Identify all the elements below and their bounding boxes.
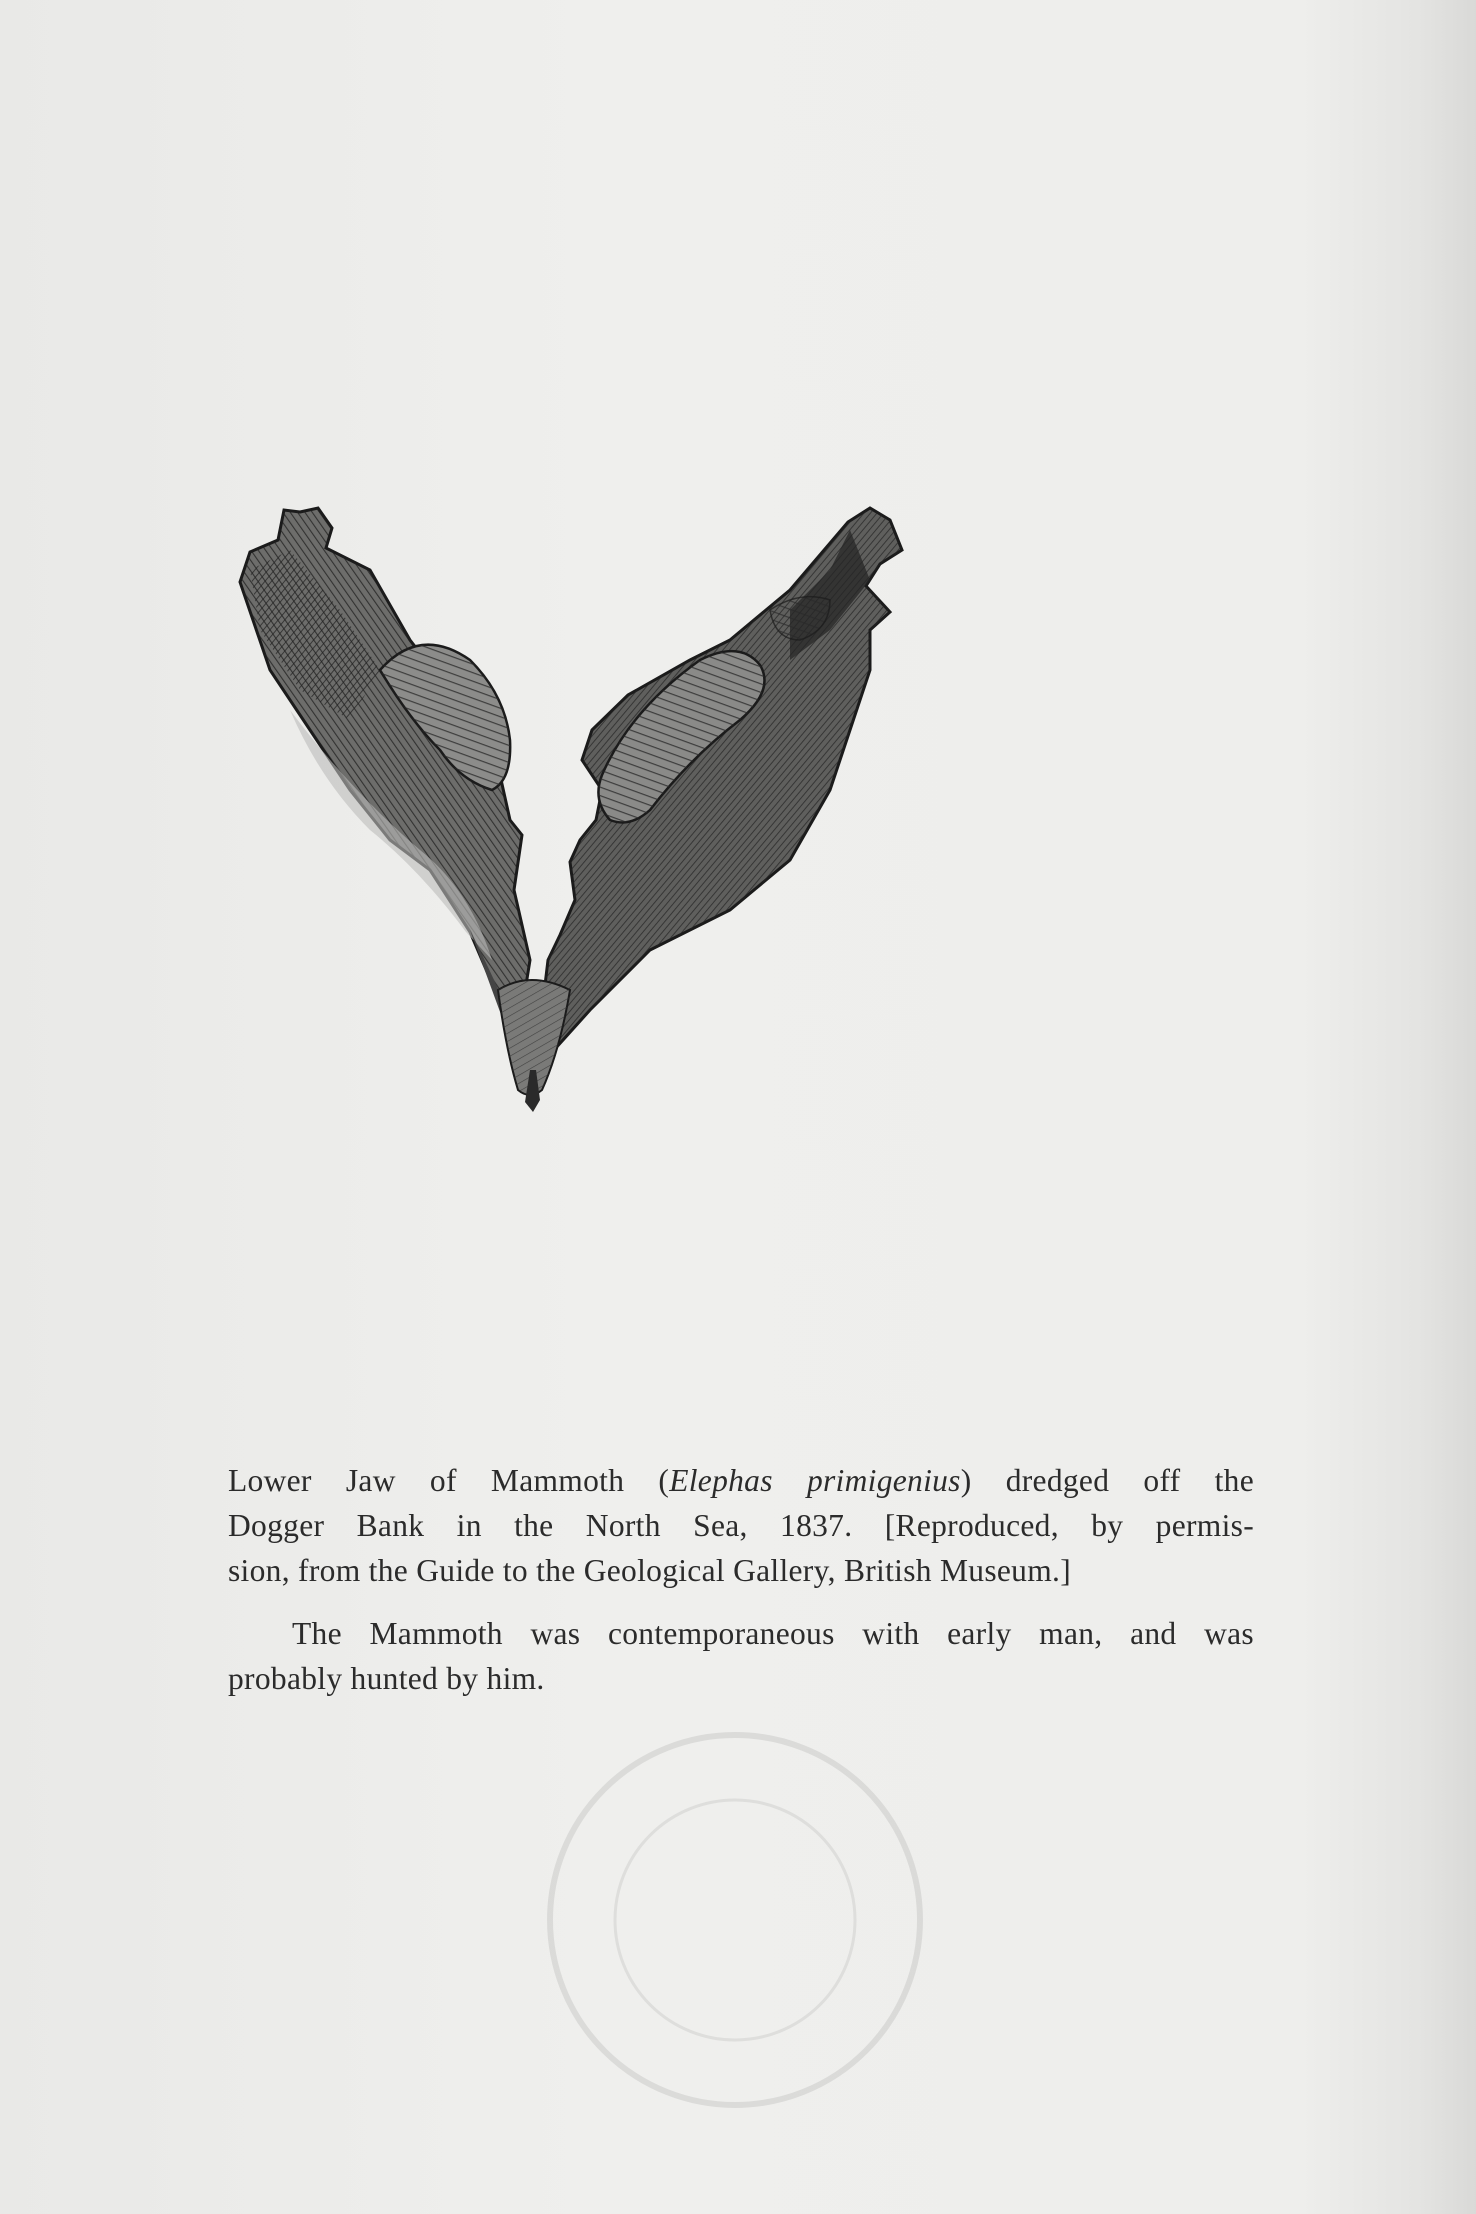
- caption-line-2: Dogger Bank in the North Sea, 1837. [Reproduced, by permis-: [228, 1508, 1254, 1543]
- species-name: Elephas primigenius: [669, 1463, 961, 1498]
- mammoth-jaw-illustration: [230, 490, 1250, 1420]
- library-stamp: [525, 1720, 945, 2120]
- caption-line-1: Lower Jaw of Mammoth (Elephas primigenius) dredged off the: [228, 1463, 1255, 1498]
- figure-caption: [228, 1458, 1254, 1593]
- note-line-1: The Mammoth was contemporaneous with early man, and was: [292, 1616, 1254, 1651]
- caption-line-3: sion, from the Guide to the Geological Gallery, British Museum.]: [228, 1553, 1071, 1588]
- figure-caption-block: [228, 1458, 1254, 1701]
- note-line-2: probably hunted by him.: [228, 1661, 545, 1696]
- caption-note: [228, 1611, 1254, 1701]
